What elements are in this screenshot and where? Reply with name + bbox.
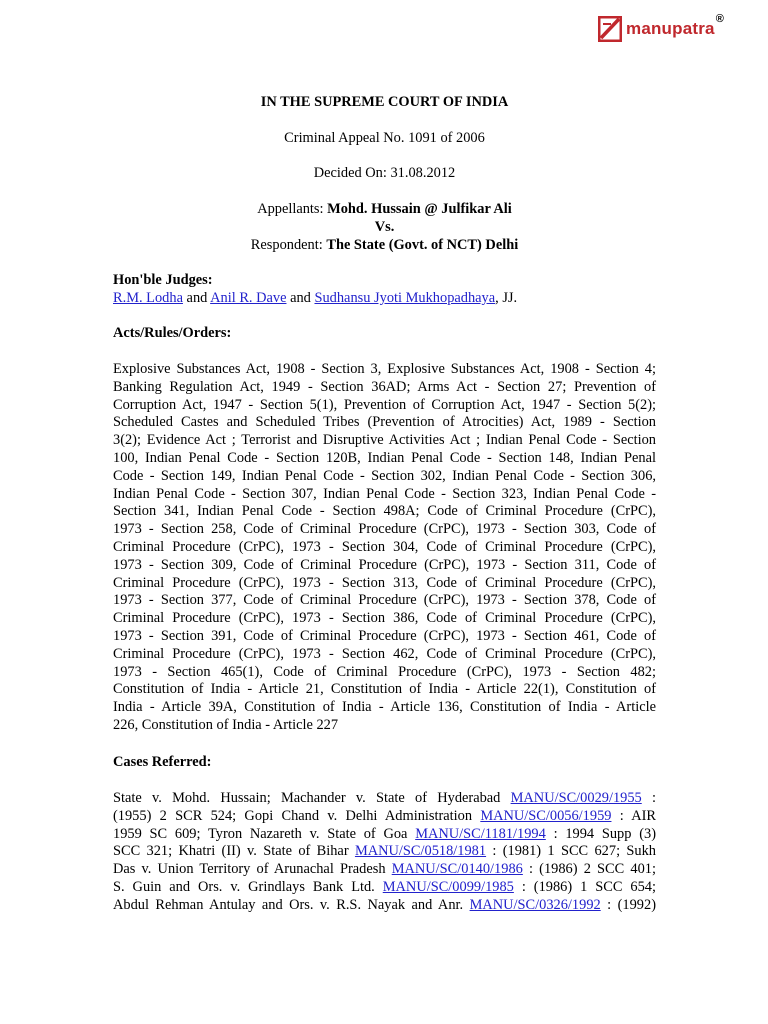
case-text: : (1986) 2 SCC 401; [522, 861, 656, 878]
respondent-label: Respondent: [250, 236, 327, 253]
appellants-name: Mohd. Hussain @ Julfikar Ali [327, 201, 512, 217]
manupatra-logo-icon [598, 16, 622, 42]
acts-line: 1973 - Section 391, Code of Criminal Procedure (CrPC), 1973 - Section 461, Code of [113, 627, 656, 644]
acts-line: Corruption Act, 1947 - Section 5(1), Prevention of Corruption Act, 1947 - Section 5(2); [113, 396, 656, 413]
acts-heading: Acts/Rules/Orders: [113, 325, 232, 341]
case-text: S. Guin and Ors. v. Grindlays Bank Ltd. [113, 878, 383, 895]
case-text: : [641, 790, 656, 806]
acts-line: 226, Constitution of India - Article 227 [113, 716, 339, 733]
acts-line: India - Article 39A, Constitution of India - Article 136, Constitution of India - Article [113, 699, 656, 716]
case-text: (1955) 2 SCR 524; Gopi Chand v. Delhi Administration [113, 807, 481, 824]
case-text: State v. Mohd. Hussain; Machander v. State of Hyderabad [113, 790, 511, 806]
acts-line: 3(2); Evidence Act ; Terrorist and Disruptive Activities Act ; Indian Penal Code - Section [113, 432, 656, 449]
appellants-line [113, 201, 656, 219]
acts-line: Code - Section 149, Indian Penal Code - Section 302, Indian Penal Code - Section 306, [113, 467, 656, 484]
appellants-label: Appellants: [257, 201, 328, 217]
acts-line: Constitution of India - Article 21, Constitution of India - Article 22(1), Constitution of [113, 681, 656, 698]
case-text: : 1994 Supp (3) [545, 825, 656, 842]
decided-label: Decided On: [313, 165, 391, 181]
acts-line: Explosive Substances Act, 1908 - Section 3, Explosive Substances Act, 1908 - Section 4; [113, 361, 656, 377]
acts-line: 1973 - Section 309, Code of Criminal Procedure (CrPC), 1973 - Section 311, Code of [113, 556, 656, 573]
acts-line: 1973 - Section 465(1), Code of Criminal Procedure (CrPC), 1973 - Section 482; [113, 663, 656, 680]
court-title: IN THE SUPREME COURT OF INDIA [260, 94, 509, 110]
case-citation-link[interactable]: MANU/SC/0518/1981 [354, 843, 487, 860]
case-citation-link[interactable]: MANU/SC/0029/1955 [510, 790, 642, 806]
acts-line: 1973 - Section 258, Code of Criminal Procedure (CrPC), 1973 - Section 303, Code of [113, 521, 656, 538]
judges-heading: Hon'ble Judges: [113, 272, 213, 288]
acts-list [113, 361, 656, 735]
acts-line: Banking Regulation Act, 1949 - Section 36AD; Arms Act - Section 27; Prevention of [113, 378, 656, 395]
judges-section [113, 272, 656, 308]
acts-line: Scheduled Castes and Scheduled Tribes (Prevention of Atrocities) Act, 1989 - Section [113, 414, 656, 431]
case-line [113, 861, 656, 879]
case-line [113, 808, 656, 826]
case-citation-link[interactable]: MANU/SC/1181/1994 [415, 825, 546, 842]
case-citation-link[interactable]: MANU/SC/0140/1986 [391, 861, 523, 878]
case-text: : (1992) [600, 896, 656, 913]
acts-line: 1973 - Section 377, Code of Criminal Procedure (CrPC), 1973 - Section 378, Code of [113, 592, 656, 609]
cases-heading: Cases Referred: [113, 754, 212, 770]
parties-block [113, 201, 656, 254]
case-text: SCC 321; Khatri (II) v. State of Bihar [113, 843, 355, 860]
acts-line: Criminal Procedure (CrPC), 1973 - Section 304, Code of Criminal Procedure (CrPC), [113, 538, 656, 555]
case-line [113, 790, 656, 808]
case-line [113, 897, 656, 915]
case-citation-link[interactable]: MANU/SC/0099/1985 [382, 878, 514, 895]
appeal-number: Criminal Appeal No. 1091 of 2006 [284, 130, 485, 146]
cases-list [113, 790, 656, 915]
acts-line: Indian Penal Code - Section 307, Indian Penal Code - Section 323, Indian Penal Code - [113, 485, 656, 502]
decided-on [113, 165, 656, 183]
acts-line: Criminal Procedure (CrPC), 1973 - Section 386, Code of Criminal Procedure (CrPC), [113, 610, 656, 627]
acts-line: Criminal Procedure (CrPC), 1973 - Section 313, Code of Criminal Procedure (CrPC), [113, 574, 656, 591]
case-text: : (1981) 1 SCC 627; Sukh [486, 843, 656, 860]
case-line [113, 843, 656, 861]
registered-mark: ® [715, 13, 724, 25]
case-line [113, 879, 656, 897]
respondent-line [113, 237, 656, 255]
judge-link[interactable]: Anil R. Dave [210, 289, 287, 306]
acts-line: Criminal Procedure (CrPC), 1973 - Section 462, Code of Criminal Procedure (CrPC), [113, 645, 656, 662]
decided-date: 31.08.2012 [390, 165, 456, 181]
case-text: Abdul Rehman Antulay and Ors. v. R.S. Nayak and Anr. [113, 896, 470, 913]
case-text: Das v. Union Territory of Arunachal Pradesh [113, 861, 392, 878]
case-citation-link[interactable]: MANU/SC/0056/1959 [480, 807, 612, 824]
case-text: : (1986) 1 SCC 654; [513, 878, 656, 895]
case-text: : AIR [611, 807, 657, 824]
manupatra-logo[interactable] [598, 12, 724, 46]
judges-names: R.M. Lodha and Anil R. Dave and Sudhansu Jyoti Mukhopadhaya, JJ. [113, 289, 518, 306]
judge-link[interactable]: Sudhansu Jyoti Mukhopadhaya [314, 289, 496, 306]
acts-line: Section 341, Indian Penal Code - Section 498A; Code of Criminal Procedure (CrPC), [113, 503, 656, 520]
acts-line: 100, Indian Penal Code - Section 120B, Indian Penal Code - Section 148, Indian Penal [113, 449, 656, 466]
case-line [113, 826, 656, 844]
judge-link[interactable]: R.M. Lodha [113, 289, 183, 306]
case-citation-link[interactable]: MANU/SC/0326/1992 [469, 896, 601, 913]
logo-text: manupatra [626, 19, 715, 38]
versus: Vs. [374, 218, 395, 235]
case-text: 1959 SC 609; Tyron Nazareth v. State of Goa [113, 825, 416, 842]
respondent-name: The State (Govt. of NCT) Delhi [326, 236, 519, 253]
